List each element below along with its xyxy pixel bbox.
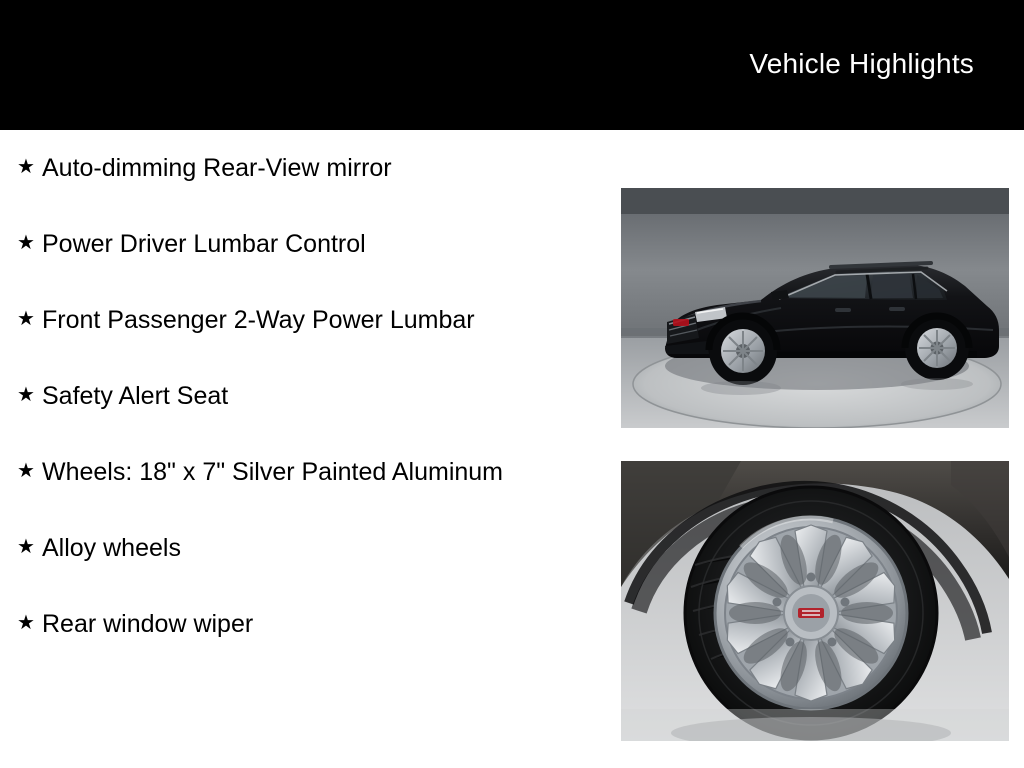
list-item [10,152,600,184]
star-bullet-icon: ★ [17,536,35,558]
page-title: Vehicle Highlights [749,48,974,79]
list-item [10,456,600,488]
list-item [10,608,600,640]
star-bullet-icon: ★ [17,384,35,406]
vehicle-exterior-illustration [621,188,1009,428]
list-item-label: Front Passenger 2-Way Power Lumbar [42,306,475,334]
vehicle-wheel-photo [621,461,1009,741]
list-item-label: Rear window wiper [42,610,254,638]
star-bullet-icon: ★ [17,460,35,482]
list-item-label: Wheels: 18" x 7" Silver Painted Aluminum [42,458,504,486]
vehicle-highlights-list [10,152,600,640]
list-item [10,228,600,260]
star-bullet-icon: ★ [17,156,35,178]
star-bullet-icon: ★ [17,308,35,330]
star-bullet-icon: ★ [17,232,35,254]
list-item [10,532,600,564]
list-item-label: Safety Alert Seat [42,382,229,410]
wheel-closeup-illustration [621,461,1009,741]
list-item-label: Auto-dimming Rear-View mirror [42,154,392,182]
list-item-label: Power Driver Lumbar Control [42,230,366,258]
header-bar [0,0,1024,130]
list-item [10,304,600,336]
list-item-label: Alloy wheels [42,534,181,562]
list-item [10,380,600,412]
star-bullet-icon: ★ [17,612,35,634]
vehicle-exterior-photo [621,188,1009,428]
